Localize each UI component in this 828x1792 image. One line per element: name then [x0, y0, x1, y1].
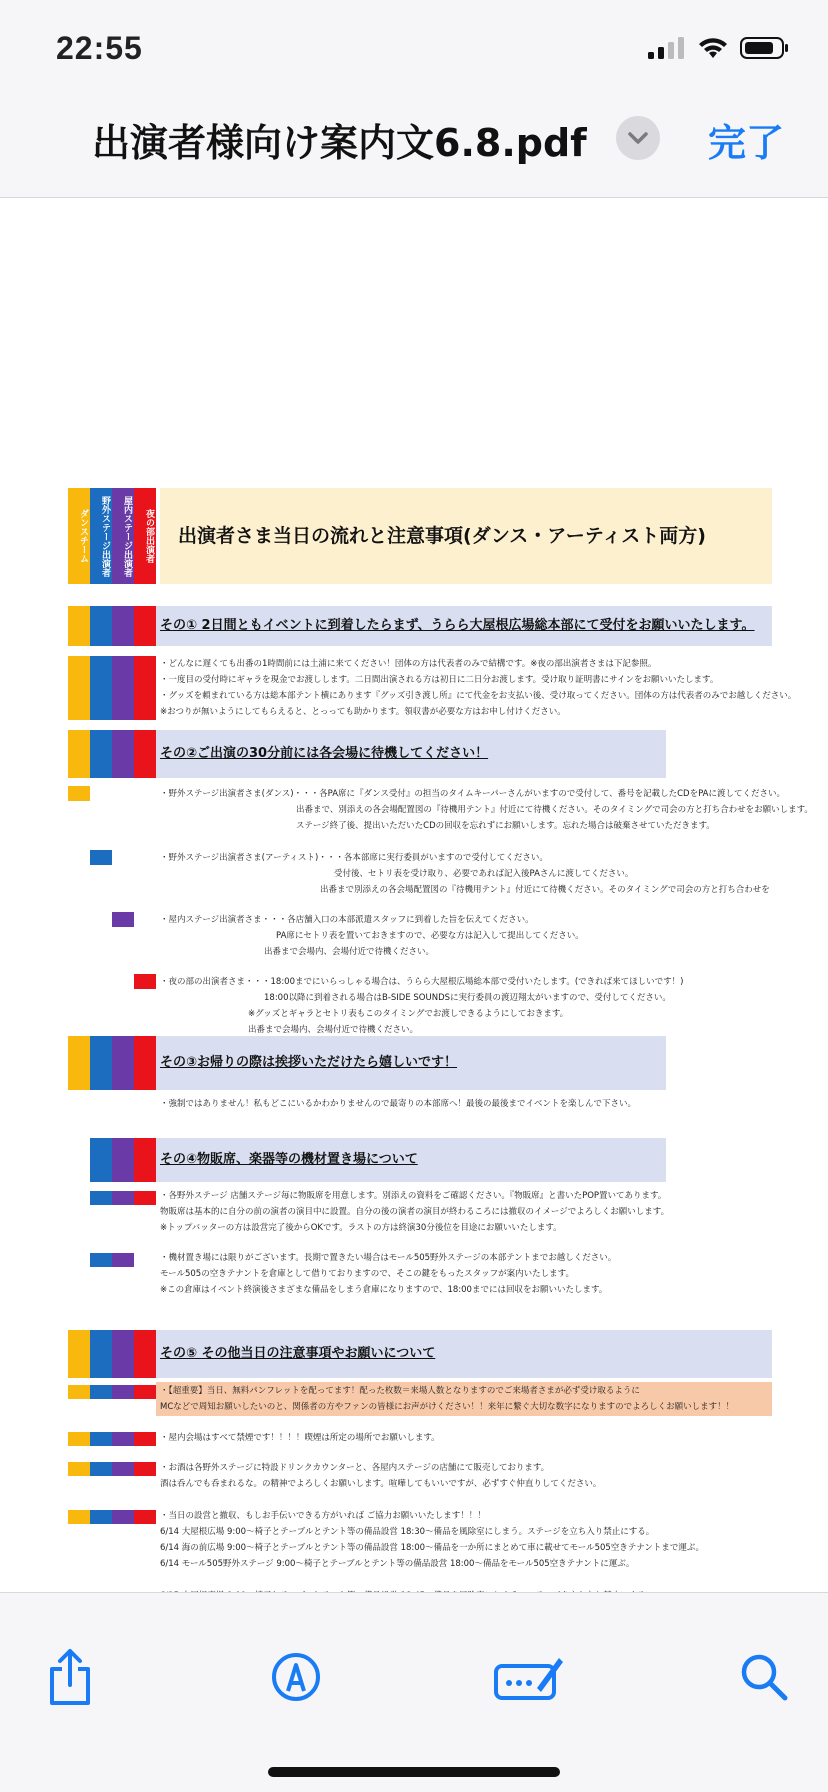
title-banner [68, 488, 772, 577]
section-4-colorbars [90, 1138, 156, 1182]
text-line: PA席にセトリ表を置いておきますので、必要な方は記入して提出してください。 [276, 931, 584, 941]
section-4-pill-2 [90, 1253, 134, 1267]
battery-icon [740, 36, 790, 60]
nav-header [0, 90, 828, 198]
section-4-pill-1 [90, 1191, 156, 1205]
text-line: ・【超重要】当日、無料パンフレットを配ってます！配った枚数＝来場人数となりますのでご来場者さまが必ず受け取るように [160, 1386, 640, 1396]
drinks-pill [68, 1462, 156, 1476]
outdoor-marker [90, 850, 112, 865]
share-button[interactable] [42, 1649, 98, 1705]
chevron-down-icon [627, 131, 649, 145]
text-line: ・当日の設営と撤収、もしお手伝いできる方がいれば ご協力お願いいたします！！！ [160, 1511, 486, 1521]
section-5-heading: その⑤ その他当日の注意事項やお願いについて [160, 1346, 436, 1361]
important-notice [156, 1382, 772, 1416]
text-line: ・強制ではありません！私もどこにいるかわかりませんので最寄りの本部席へ！最後の最後までイベントを楽しんで下さい。 [160, 1099, 637, 1109]
pdf-page [68, 488, 813, 1708]
drinks-notice [160, 1460, 601, 1492]
status-icons [648, 36, 790, 60]
section-3-header [156, 1036, 666, 1090]
text-line: 6/14 モール505野外ステージ 9:00～椅子とテーブルとテント等の備品設営 18:00～備品をモール505空きテナントに運ぶ。 [160, 1559, 635, 1569]
wifi-icon [698, 37, 728, 59]
text-line: 出番まで、別添えの各会場配置図の『待機用テント』付近にて待機ください。そのタイミングで司会の方と打ち合わせをお願いします。 [296, 805, 813, 815]
text-line: ・お酒は各野外ステージに特設ドリンクカウンターと、各屋内ステージの店舗にて販売しております。 [160, 1463, 550, 1473]
text-line: 酒は呑んでも呑まれるな。の精神でよろしくお願いします。喧嘩してもいいですが、必ずすぐ仲直りしてください。 [160, 1479, 602, 1489]
section-1-heading: その① 2日間ともイベントに到着したらまず、うらら大屋根広場総本部にて受付をお願いいたします。 [160, 618, 755, 633]
section-4-body-2 [160, 1250, 616, 1298]
home-indicator[interactable] [268, 1767, 560, 1777]
outdoor-stage-label: 野外ステージ出演者 [90, 488, 112, 584]
status-time: 22:55 [56, 30, 143, 66]
bottom-toolbar [0, 1592, 828, 1792]
text-line: ・野外ステージ出演者さま(ダンス)・・・各PA席に『ダンス受付』の担当のタイムキーパーさんがいますので受付して、番号を記載したCDをPAに渡してください。 [160, 789, 785, 799]
text-line: ・機材置き場には限りがございます。長期で置きたい場合はモール505野外ステージの本部テントまでお越しください。 [160, 1253, 617, 1263]
section-1-header [156, 606, 772, 646]
share-icon [44, 1647, 96, 1707]
text-line: ・屋内会場はすべて禁煙です！！！！喫煙は所定の場所でお願いします。 [160, 1433, 440, 1443]
text-line: ・屋内ステージ出演者さま・・・各店舗入口の本部派遣スタッフに到着した旨を伝えてください。 [160, 915, 534, 925]
text-line: ※この倉庫はイベント終演後さまざまな備品をしまう倉庫になりますので、18:00までには回収をお願いいたします。 [160, 1285, 608, 1295]
setup-pill [68, 1510, 156, 1524]
smoking-notice [160, 1430, 440, 1446]
section-2-colorbars [68, 730, 156, 778]
section-2-group-1 [160, 786, 813, 834]
section-4-body-1 [160, 1188, 669, 1236]
dance-marker [68, 786, 90, 801]
search-button[interactable] [736, 1649, 792, 1705]
section-4-header [156, 1138, 666, 1182]
section-5-colorbars [68, 1330, 156, 1378]
section-2-heading: その②ご出演の30分前には各会場に待機してください！ [160, 746, 489, 761]
text-line: ※おつりが無いようにしてもらえると、とっっても助かります。領収書が必要な方はお申し付けください。 [160, 707, 566, 717]
annotate-button[interactable] [492, 1649, 566, 1705]
text-line: ステージ終了後、提出いただいたCDの回収を忘れずにお願いします。忘れた場合は破棄させていただきます。 [296, 821, 715, 831]
section-2-group-3 [160, 912, 584, 960]
document-title[interactable]: 出演者様向け案内文6.8.pdf [92, 121, 587, 165]
section-5-header [156, 1330, 772, 1378]
text-line: ・どんなに遅くても出番の1時間前には土浦に来てください！団体の方は代表者のみで結構です。※夜の部出演者さまは下記参照。 [160, 659, 657, 669]
text-line: ・各野外ステージ 店舗ステージ毎に物販席を用意します。別添えの資料をご確認ください。『物販席』と書いたPOP置いてあります。 [160, 1191, 667, 1201]
text-line: 18:00以降に到着される場合はB-SIDE SOUNDSに実行委員の渡辺翔太がいますので、受付してください。 [264, 993, 671, 1003]
markup-button[interactable] [268, 1649, 324, 1705]
text-line: 受付後、セトリ表を受け取り、必要であれば記入後PAさんに渡してください。 [334, 869, 634, 879]
title-menu-button[interactable] [616, 116, 660, 160]
text-line: ※グッズとギャラとセトリ表もこのタイミングでお渡しできるようにしておきます。 [248, 1009, 569, 1019]
text-line: 出番まで会場内、会場付近で待機ください。 [248, 1025, 419, 1035]
section-1-body-bars [68, 656, 156, 720]
text-line: ※トップバッターの方は設営完了後からOKです。ラストの方は終演30分後位を目途にお願いいたします。 [160, 1223, 562, 1233]
text-line: ・一度目の受付時にギャラを現金でお渡しします。二日間出演される方は初日に二日分お渡します。受け取り証明書にサインをお願いいたします。 [160, 675, 719, 685]
text-line: MCなどで周知お願いしたいのと、関係者の方やファンの皆様にお声がけください！！来年に繋ぐ大切な数字になりますのでよろしくお願いします！！ [160, 1402, 735, 1412]
important-pill [68, 1385, 156, 1399]
section-1-colorbars [68, 606, 156, 646]
pdf-viewer[interactable] [0, 198, 828, 1592]
dance-team-label: ダンスチーム [68, 488, 90, 584]
section-3-colorbars [68, 1036, 156, 1090]
text-line: モール505の空きテナントを倉庫として借りておりますので、そこの鍵をもったスタッフが案内いたします。 [160, 1269, 574, 1279]
section-2-header [156, 730, 666, 778]
indoor-marker [112, 912, 134, 927]
annotate-icon [493, 1652, 565, 1702]
section-3-body [160, 1096, 636, 1112]
section-4-heading: その④物販席、楽器等の機材置き場について [160, 1152, 418, 1167]
text-line: ・グッズを頼まれている方は総本部テント横にあります『グッズ引き渡し所』にて代金をお支払い後、受け取ってください。団体の方は代表者のみでお越しください。 [160, 691, 797, 701]
smoking-pill [68, 1432, 156, 1446]
night-marker [134, 974, 156, 989]
text-line: ・夜の部の出演者さま・・・18:00までにいらっしゃる場合は、うらら大屋根広場総本部で受付いたします。(できれば来てほしいです！) [160, 977, 684, 987]
text-line: 6/14 海の前広場 9:00～椅子とテーブルとテント等の備品設営 18:00～備品を一か所にまとめて車に載せてモール505空きテナントまで運ぶ。 [160, 1543, 705, 1553]
section-2-group-4 [160, 974, 683, 1038]
section-3-heading: その③お帰りの際は挨拶いただけたら嬉しいです！ [160, 1055, 458, 1070]
status-bar [0, 0, 828, 90]
search-icon [739, 1652, 789, 1702]
section-1-body [160, 656, 796, 720]
text-line: 出番まで別添えの各会場配置図の『待機用テント』付近にて待機ください。そのタイミングで司会の方と打ち合わせを [320, 885, 770, 895]
document-heading: 出演者さま当日の流れと注意事項(ダンス・アーティスト両方) [178, 525, 706, 547]
section-2-group-2 [160, 850, 770, 898]
text-line: ・野外ステージ出演者さま(アーティスト)・・・各本部席に実行委員がいますので受付してください。 [160, 853, 548, 863]
markup-icon [270, 1651, 322, 1703]
done-button[interactable]: 完了 [707, 121, 784, 165]
text-line: 6/14 大屋根広場 9:00～椅子とテーブルとテント等の備品設営 18:30～備品を風除室にしまう。ステージを立ち入り禁止にする。 [160, 1527, 655, 1537]
text-line: 物販席は基本的に自分の前の演者の演目中に設置。自分の後の演者の演目が終わるころには撤収のイメージでよろしくお願いします。 [160, 1207, 670, 1217]
text-line: 出番まで会場内、会場付近で待機ください。 [264, 947, 435, 957]
indoor-stage-label: 屋内ステージ出演者 [112, 488, 134, 584]
night-section-label: 夜の部出演者 [134, 488, 156, 584]
spacer [160, 1572, 704, 1588]
cellular-signal-icon [648, 37, 686, 59]
